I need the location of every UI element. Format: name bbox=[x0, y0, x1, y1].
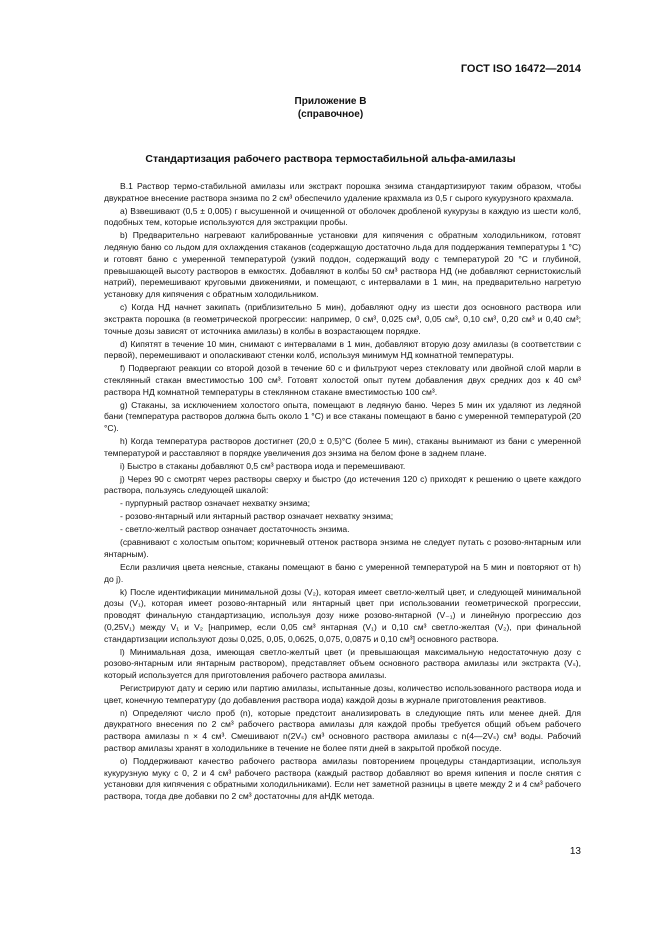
paragraph-g: g) Стаканы, за исключением холостого опыта, помещают в ледяную баню. Через 5 мин их удаляют из ледяной бани (температура растворов должна быть около 1 °С) и все стаканы помещают в баню с умеренной температурой (20 °С). bbox=[104, 399, 581, 434]
list-item-purple: - пурпурный раствор означает нехватку энзима; bbox=[120, 498, 310, 509]
paragraph-h: h) Когда температура растворов достигнет (20,0 ± 0,5)°С (более 5 мин), стаканы вынимают из бани с умеренной температурой и расставляют в порядке увеличения доз энзима на белом фоне в заднем плане. bbox=[104, 436, 581, 458]
paragraph-b1: В.1 Раствор термо-стабильной амилазы или экстракт порошка энзима стандартизируют таким образом, чтобы двукратное внесение раствора энзима по 2 см³ обеспечило удаление крахмала из 0,5 г сырого кукурузного крахмала. bbox=[104, 181, 581, 203]
section-title: Стандартизация рабочего раствора термостабильной альфа-амилазы bbox=[145, 153, 516, 165]
paragraph-a: a) Взвешивают (0,5 ± 0,005) г высушенной и очищенной от оболочек дробленой кукурузы в каждую из шести колб, подобных тем, которые используются для экстракции пробы. bbox=[104, 205, 581, 228]
appendix-subtitle: (справочное) bbox=[297, 109, 364, 120]
list-item-amber: - розово-янтарный или янтарный раствор означает нехватку энзима; bbox=[120, 511, 394, 522]
paragraph-j: j) Через 90 с смотрят через растворы сверху и быстро (до истечения 120 с) приходят к решению о цвете каждого раствора, пользуясь следующей шкалой: bbox=[104, 473, 581, 496]
paragraph-j-repeat: Если различия цвета неясные, стаканы помещают в баню с умеренной температурой на 5 мин и повторяют от h) до j). bbox=[104, 561, 581, 584]
paragraph-d: d) Кипятят в течение 10 мин, снимают с интервалами в 1 мин, добавляют вторую дозу амилазы (в соответствии с первой), перемешивают и ополаскивают стенки колб, используя минимум НД комнатной температуры. bbox=[104, 338, 581, 361]
page-number: 13 bbox=[569, 846, 581, 857]
paragraph-i: i) Быстро в стаканы добавляют 0,5 см³ раствора иода и перемешивают. bbox=[120, 460, 406, 471]
paragraph-l: l) Минимальная доза, имеющая светло-желтый цвет (и превышающая максимальную недостаточную дозу с розово-янтарным или янтарным раствором), представляет объем основного раствора амилазы или экстракта (Vₛ), который используется для приготовления рабочего раствора амилазы. bbox=[104, 646, 581, 680]
appendix-title: Приложение В bbox=[294, 96, 367, 107]
paragraph-f: f) Подвергают реакции со второй дозой в течение 60 с и фильтруют через стекловату или двойной слой марли в стеклянный стакан вместимостью 100 см³. Готовят холостой опыт путем добавления двух средних доз к 40 см³ раствора НД комнатной температуры в стеклянном стакане вместимостью 100 см³. bbox=[104, 363, 581, 397]
paragraph-j-note: (сравнивают с холостым опытом; коричневый оттенок раствора энзима не следует путать с розово-янтарным или янтарным). bbox=[104, 537, 581, 559]
paragraph-c: c) Когда НД начнет закипать (приблизительно 5 мин), добавляют одну из шести доз основного раствора или экстракта порошка (в геометрической прогрессии: например, 0 см³, 0,025 см³, 0,05 см³, 0,10 см³, 0,20 см³ и 0,40 см³; точные дозы зависят от источника амилазы) в колбы в возрастающем порядке. bbox=[104, 302, 581, 336]
paragraph-m: Регистрируют дату и серию или партию амилазы, испытанные дозы, количество использованного раствора иода и цвет, конечную температуру (до добавления раствора иода) каждой дозы в журнале приготовления реактивов. bbox=[104, 682, 581, 705]
standard-code: ГОСТ ISO 16472—2014 bbox=[460, 63, 581, 75]
paragraph-n: n) Определяют число проб (n), которые предстоит анализировать в следующие пять или менее дней. Для двукратного внесения по 2 см³ рабочего раствора амилазы для каждой пробы требуется общий объем рабочего раствора амилазы n × 4 см³. Смешивают n(2Vₛ) см³ основного раствора амилазы с n(4—2Vₛ) см³ воды. Рабочий раствор амилазы хранят в холодильнике в течение не более пяти дней в закрытой пробкой посуде. bbox=[104, 707, 581, 753]
paragraph-k: k) После идентификации минимальной дозы (V₂), которая имеет светло-желтый цвет, и следующей минимальной дозы (V₁), которая имеет розово-янтарный или янтарный цвет при использовании геометрической прогрессии, проводят финальную стандартизацию, используя дозу ниже розово-янтарной (V₋₁) и линейную прогрессию доз (0,25V₁) между V₁ и V₂ [например, если 0,05 см³ янтарная (V₁) и 0,10 см³ светло-желтая (V₂), при финальной стандартизации используют дозы 0,025, 0,05, 0,0625, 0,075, 0,0875 и 0,10 см³] основного раствора. bbox=[104, 586, 581, 644]
document-body bbox=[104, 181, 581, 804]
paragraph-b: b) Предварительно нагревают калиброванные установки для кипячения с обратным холодильником, готовят ледяную баню со льдом для охлаждения стаканов (содержащую достаточно льда для поддержания температуры 1 °С) и готовят баню с умеренной температурой (узкий поддон, содержащий воду с температурой 20 °С и глубиной, превышающей высоту растворов в емкостях. Добавляют в колбы 50 см³ раствора НД (не добавляют сернистокислый натрий), перемешивают круговыми движениями, и помещают, с интервалами в 1 мин, на предварительно нагретую установку для кипячения с обратным холодильником. bbox=[104, 230, 581, 300]
list-item-light-yellow: - светло-желтый раствор означает достаточность энзима. bbox=[120, 524, 350, 535]
paragraph-o: o) Поддерживают качество рабочего раствора амилазы повторением процедуры стандартизации, используя кукурузную муку с 0, 2 и 4 см³ рабочего раствора (каждый раствор добавляют во время кипения и после снятия с установки для кипячения с обратными холодильниками). Если нет заметной разницы в цвете между 2 и 4 см³ рабочего раствора, тогда две добавки по 2 см³ достаточны для аНДК метода. bbox=[104, 755, 581, 802]
